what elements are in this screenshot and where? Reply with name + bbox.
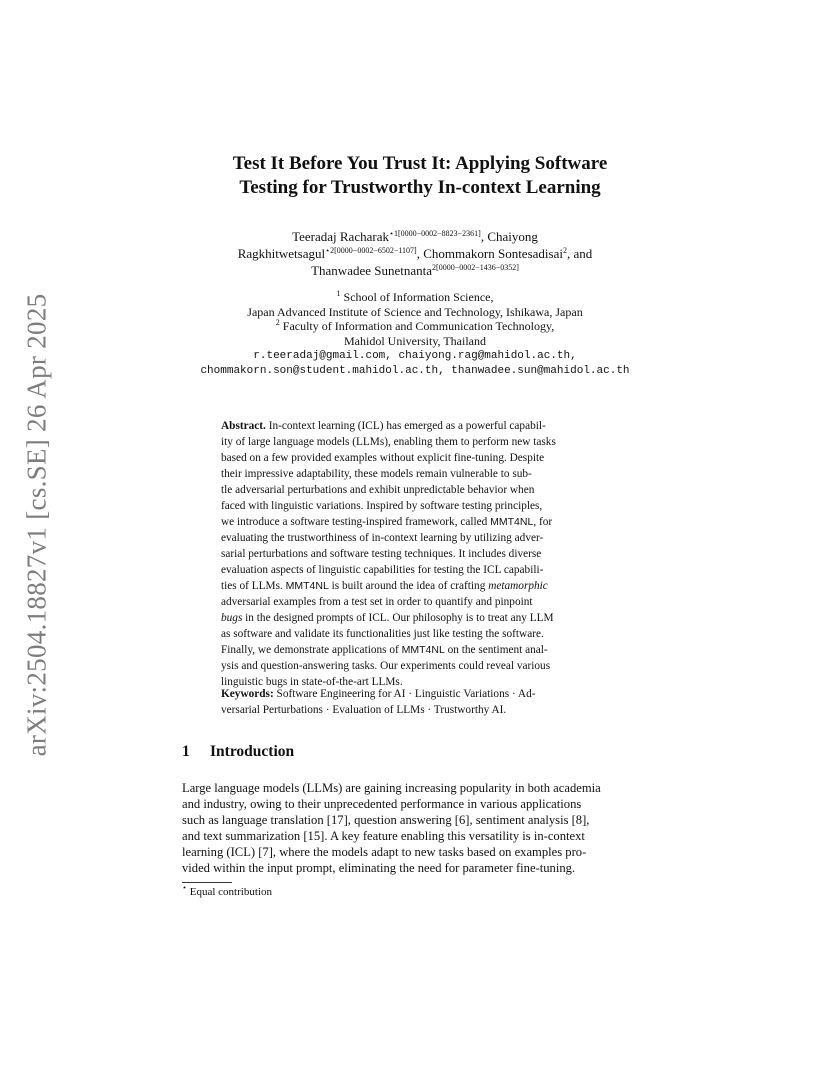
abstract-line: sarial perturbations and software testing techniques. It includes diverse bbox=[221, 548, 542, 560]
framework-name: MMT4NL bbox=[490, 516, 534, 528]
affiliation-1-line-1 bbox=[150, 290, 680, 305]
footnote-text: Equal contribution bbox=[189, 886, 272, 898]
author-4-name: Thanwadee Sunetnanta bbox=[311, 263, 433, 278]
footnote-rule bbox=[182, 882, 232, 883]
abstract-label: Abstract. bbox=[221, 420, 266, 432]
keywords-line: versarial Perturbations · Evaluation of LLMs · Trustworthy AI. bbox=[221, 704, 507, 716]
abstract-line: their impressive adaptability, these models remain vulnerable to sub- bbox=[221, 468, 532, 480]
arxiv-identifier: arXiv:2504.18827v1 [cs.SE] 26 Apr 2025 bbox=[21, 293, 52, 757]
author-line-3 bbox=[150, 262, 680, 279]
emphasis-text: metamorphic bbox=[488, 580, 548, 592]
abstract-text: in the designed prompts of ICL. Our philosophy is to treat any LLM bbox=[242, 612, 554, 624]
abstract-line: as software and validate its functionalities just like testing the software. bbox=[221, 628, 544, 640]
abstract-text: is built around the idea of crafting bbox=[328, 580, 489, 592]
abstract bbox=[221, 418, 614, 690]
abstract-text: ties of LLMs. bbox=[221, 580, 286, 592]
paper-title bbox=[140, 152, 700, 200]
abstract-text: Finally, we demonstrate applications of bbox=[221, 644, 402, 656]
author-line-1 bbox=[150, 228, 680, 245]
abstract-text: , for bbox=[533, 516, 553, 528]
paragraph-line: such as language translation [17], question answering [6], sentiment analysis [8], bbox=[182, 813, 590, 827]
section-title: Introduction bbox=[210, 743, 295, 760]
affiliation-2-faculty: Faculty of Information and Communication Technology, bbox=[282, 319, 555, 334]
abstract-line: faced with linguistic variations. Inspired by software testing principles, bbox=[221, 500, 543, 512]
affiliation-2-line-1 bbox=[150, 319, 680, 334]
emphasis-text: bugs bbox=[221, 612, 243, 624]
abstract-line: evaluating the trustworthiness of in-context learning by utilizing adver- bbox=[221, 532, 544, 544]
author-1-name: Teeradaj Racharak bbox=[292, 229, 389, 244]
footnote-mark: ⋆ bbox=[182, 883, 188, 892]
abstract-text: we introduce a software testing-inspired framework, called bbox=[221, 516, 491, 528]
abstract-line: tle adversarial perturbations and exhibit unpredictable behavior when bbox=[221, 484, 535, 496]
email-line-1: r.teeradaj@gmail.com, chaiyong.rag@mahidol.ac.th, bbox=[253, 349, 577, 362]
keywords-text: Software Engineering for AI · Linguistic Variations · Ad- bbox=[276, 688, 536, 700]
paragraph-line: vided within the input prompt, eliminating the need for parameter fine-tuning. bbox=[182, 861, 576, 875]
title-line-2: Testing for Trustworthy In-context Learning bbox=[239, 177, 601, 198]
affiliation-1-mark: 1 bbox=[336, 289, 341, 298]
author-line-2 bbox=[150, 245, 680, 262]
abstract-line bbox=[221, 514, 614, 530]
affiliation-1-line-2: Japan Advanced Institute of Science and Technology, Ishikawa, Japan bbox=[247, 304, 583, 319]
section-number: 1 bbox=[182, 743, 190, 760]
abstract-line: ysis and question-answering tasks. Our experiments could reveal various bbox=[221, 660, 551, 672]
paragraph-line: and text summarization [15]. A key feature enabling this versatility is in-context bbox=[182, 829, 585, 843]
author-2-name-part1: , Chaiyong bbox=[480, 229, 538, 244]
section-heading bbox=[182, 743, 294, 761]
abstract-line: ity of large language models (LLMs), enabling them to perform new tasks bbox=[221, 436, 556, 448]
author-1-mark: ⋆1 bbox=[388, 229, 398, 238]
keywords-label: Keywords: bbox=[221, 688, 274, 700]
abstract-line: adversarial examples from a test set in order to quantify and pinpoint bbox=[221, 596, 533, 608]
abstract-line: evaluation aspects of linguistic capabilities for testing the ICL capabili- bbox=[221, 564, 544, 576]
author-2-orcid: [0000−0002−6502−1107] bbox=[334, 246, 417, 255]
abstract-text: In-context learning (ICL) has emerged as a powerful capabil- bbox=[268, 420, 546, 432]
affiliation-1-school: School of Information Science, bbox=[343, 290, 494, 304]
framework-name: MMT4NL bbox=[285, 580, 329, 592]
arxiv-sidebar bbox=[14, 290, 60, 760]
abstract-line bbox=[221, 578, 614, 594]
title-line-1: Test It Before You Trust It: Applying Software bbox=[232, 153, 608, 174]
introduction-paragraph bbox=[182, 780, 657, 876]
abstract-line: linguistic bugs in state-of-the-art LLMs. bbox=[221, 676, 403, 688]
affiliation-2-line-2: Mahidol University, Thailand bbox=[344, 334, 486, 349]
author-3-name: , Chommakorn Sontesadisai bbox=[416, 246, 563, 261]
author-2-name-part2: Ragkhitwetsagul bbox=[237, 246, 326, 261]
author-list bbox=[150, 228, 680, 279]
keywords-line bbox=[221, 686, 614, 702]
keywords bbox=[221, 686, 614, 718]
author-4-mark: 2 bbox=[432, 263, 437, 272]
abstract-line: based on a few provided examples without explicit fine-tuning. Despite bbox=[221, 452, 545, 464]
framework-name: MMT4NL bbox=[401, 644, 445, 656]
author-1-orcid: [0000−0002−8823−2361] bbox=[397, 229, 481, 238]
author-2-mark: ⋆2 bbox=[325, 246, 335, 255]
author-3-mark: 2 bbox=[562, 246, 567, 255]
affiliations bbox=[150, 290, 680, 378]
abstract-line bbox=[221, 642, 614, 658]
abstract-line bbox=[221, 610, 614, 626]
abstract-line bbox=[221, 418, 614, 434]
footnote bbox=[182, 883, 272, 898]
abstract-text: on the sentiment anal- bbox=[444, 644, 548, 656]
affiliation-2-mark: 2 bbox=[275, 318, 280, 328]
email-line-2: chommakorn.son@student.mahidol.ac.th, thanwadee.sun@mahidol.ac.th bbox=[200, 364, 630, 377]
author-4-orcid: [0000−0002−1436−0352] bbox=[436, 263, 519, 272]
paragraph-line: learning (ICL) [7], where the models adapt to new tasks based on examples pro- bbox=[182, 845, 587, 859]
paragraph-line: and industry, owing to their unprecedented performance in various applications bbox=[182, 797, 582, 811]
paragraph-line: Large language models (LLMs) are gaining increasing popularity in both academia bbox=[182, 781, 601, 795]
author-3-suffix: , and bbox=[566, 246, 593, 261]
